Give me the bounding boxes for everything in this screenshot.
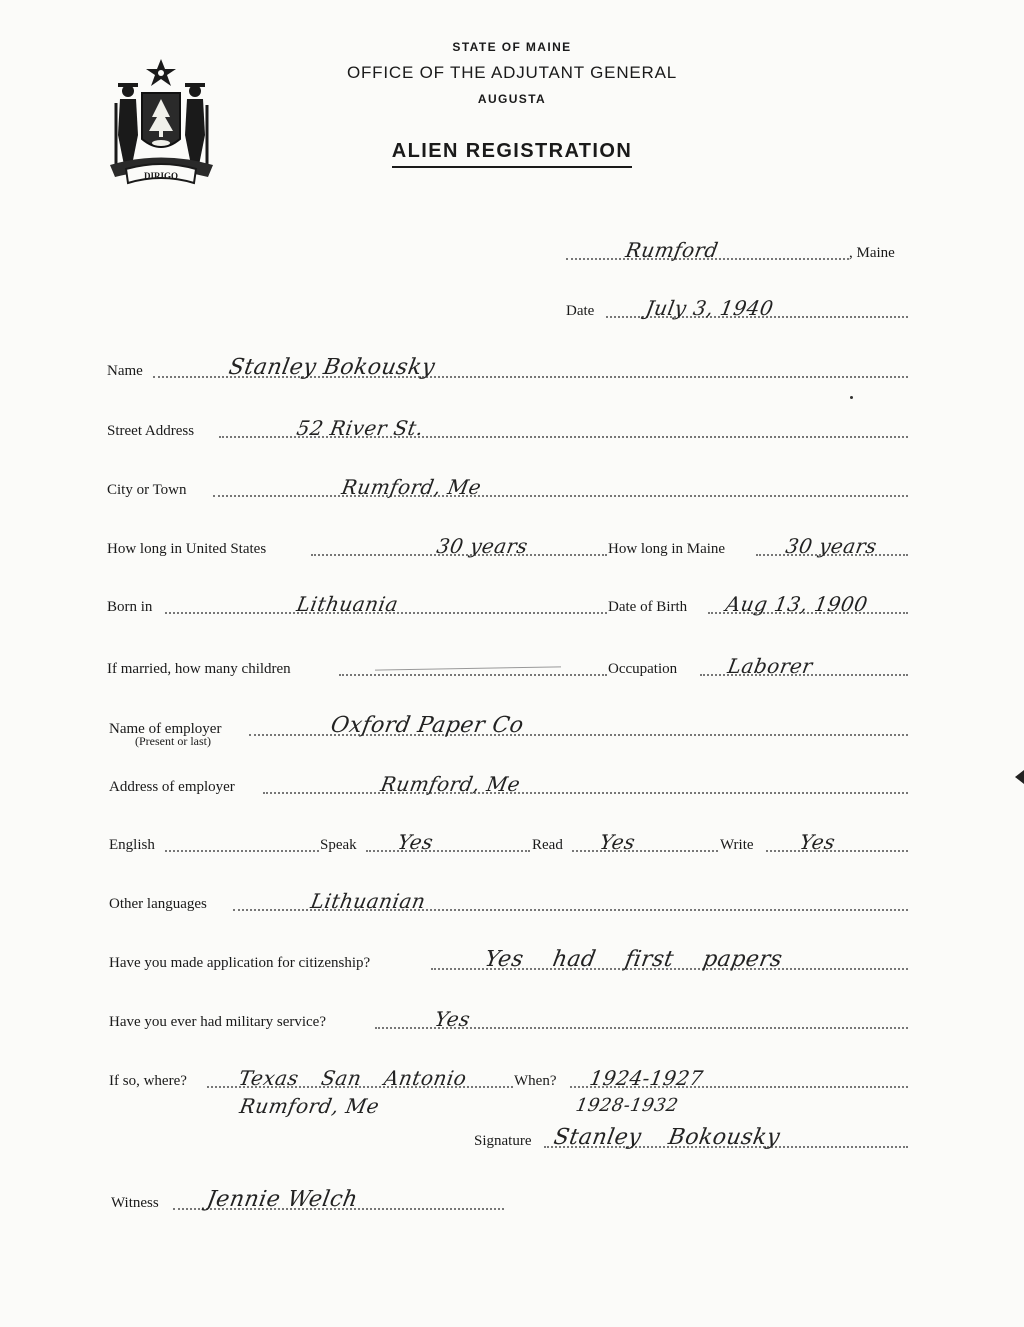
- date-field[interactable]: [566, 294, 908, 324]
- place-value: Rumford: [623, 238, 721, 262]
- other-languages-value: Lithuanian: [308, 889, 428, 913]
- born-in-field[interactable]: [107, 590, 607, 620]
- employer-field[interactable]: [109, 712, 908, 748]
- signature-value: Stanley Bokousky: [551, 1125, 783, 1150]
- employer-sublabel: (Present or last): [135, 734, 211, 748]
- employer-address-field[interactable]: [109, 770, 908, 800]
- employer-label: Name of employer: [109, 721, 222, 737]
- employer-address-label: Address of employer: [109, 779, 235, 795]
- other-languages-field[interactable]: [109, 887, 908, 917]
- header-office: OFFICE OF THE ADJUTANT GENERAL: [346, 63, 678, 82]
- how-long-maine-value: 30 years: [783, 534, 879, 558]
- header-state: STATE OF MAINE: [452, 40, 572, 54]
- occupation-value: Laborer: [725, 654, 815, 678]
- english-read-value: Yes: [597, 830, 638, 854]
- citizenship-value: Yes had first papers: [482, 947, 785, 972]
- date-label: Date: [566, 303, 595, 319]
- name-field[interactable]: [107, 354, 908, 384]
- scan-edge-mark: [1015, 770, 1024, 784]
- english-read-field[interactable]: [532, 828, 718, 858]
- header-city: AUGUSTA: [477, 92, 547, 106]
- occupation-field[interactable]: [608, 652, 908, 682]
- witness-field[interactable]: [111, 1186, 504, 1216]
- english-read-label: Read: [532, 837, 563, 853]
- form-title: ALIEN REGISTRATION: [392, 140, 632, 168]
- name-value: Stanley Bokousky: [226, 355, 438, 380]
- employer-value: Oxford Paper Co: [328, 713, 526, 738]
- street-address-field[interactable]: [107, 414, 908, 444]
- military-field[interactable]: [109, 1005, 908, 1035]
- when-value: 1924-1927: [587, 1066, 706, 1090]
- place-field[interactable]: [566, 236, 911, 266]
- date-value: July 3, 1940: [643, 296, 776, 320]
- english-write-field[interactable]: [720, 828, 908, 858]
- ink-speck: [850, 396, 853, 399]
- date-of-birth-label: Date of Birth: [608, 599, 688, 615]
- occupation-label: Occupation: [608, 661, 678, 677]
- signature-label: Signature: [474, 1133, 532, 1149]
- english-speak-field[interactable]: [320, 828, 530, 858]
- when-value-2: 1928-1932: [574, 1095, 681, 1116]
- english-speak-value: Yes: [395, 830, 436, 854]
- city-label: City or Town: [107, 482, 187, 498]
- english-write-value: Yes: [797, 830, 838, 854]
- street-address-value: 52 River St.: [294, 416, 426, 440]
- where-label: If so, where?: [109, 1073, 187, 1089]
- children-field[interactable]: [107, 652, 607, 682]
- signature-field[interactable]: [474, 1124, 908, 1154]
- citizenship-label: Have you made application for citizenship?: [109, 955, 371, 971]
- witness-value: Jennie Welch: [204, 1187, 360, 1212]
- when-continued: [576, 1090, 776, 1120]
- english-speak-label: Speak: [320, 837, 357, 853]
- how-long-us-label: How long in United States: [107, 541, 267, 557]
- when-label: When?: [514, 1073, 557, 1089]
- employer-address-value: Rumford, Me: [378, 772, 523, 796]
- where-value: Texas San Antonio: [236, 1066, 469, 1090]
- english-write-label: Write: [720, 837, 754, 853]
- military-label: Have you ever had military service?: [109, 1014, 326, 1030]
- english-label: English: [109, 837, 155, 853]
- city-field[interactable]: [107, 473, 908, 503]
- seal-motto: DIRIGO: [143, 171, 179, 181]
- born-in-value: Lithuania: [294, 592, 401, 616]
- how-long-maine-field[interactable]: [608, 532, 908, 562]
- date-of-birth-value: Aug 13, 1900: [723, 592, 870, 616]
- place-suffix: , Maine: [849, 245, 895, 261]
- how-long-maine-label: How long in Maine: [608, 541, 726, 557]
- city-value: Rumford, Me: [339, 475, 484, 499]
- children-label: If married, how many children: [107, 661, 291, 677]
- children-blank-stroke: [375, 666, 561, 670]
- how-long-us-value: 30 years: [434, 534, 530, 558]
- street-address-label: Street Address: [107, 423, 195, 439]
- born-in-label: Born in: [107, 599, 153, 615]
- where-value-2: Rumford, Me: [237, 1094, 382, 1118]
- how-long-us-field[interactable]: [107, 532, 607, 562]
- name-label: Name: [107, 363, 143, 379]
- where-continued: [237, 1092, 440, 1122]
- other-languages-label: Other languages: [109, 896, 207, 912]
- citizenship-field[interactable]: [109, 946, 908, 976]
- military-value: Yes: [432, 1007, 473, 1031]
- where-field[interactable]: [109, 1064, 513, 1094]
- date-of-birth-field[interactable]: [608, 590, 908, 620]
- witness-label: Witness: [111, 1195, 159, 1211]
